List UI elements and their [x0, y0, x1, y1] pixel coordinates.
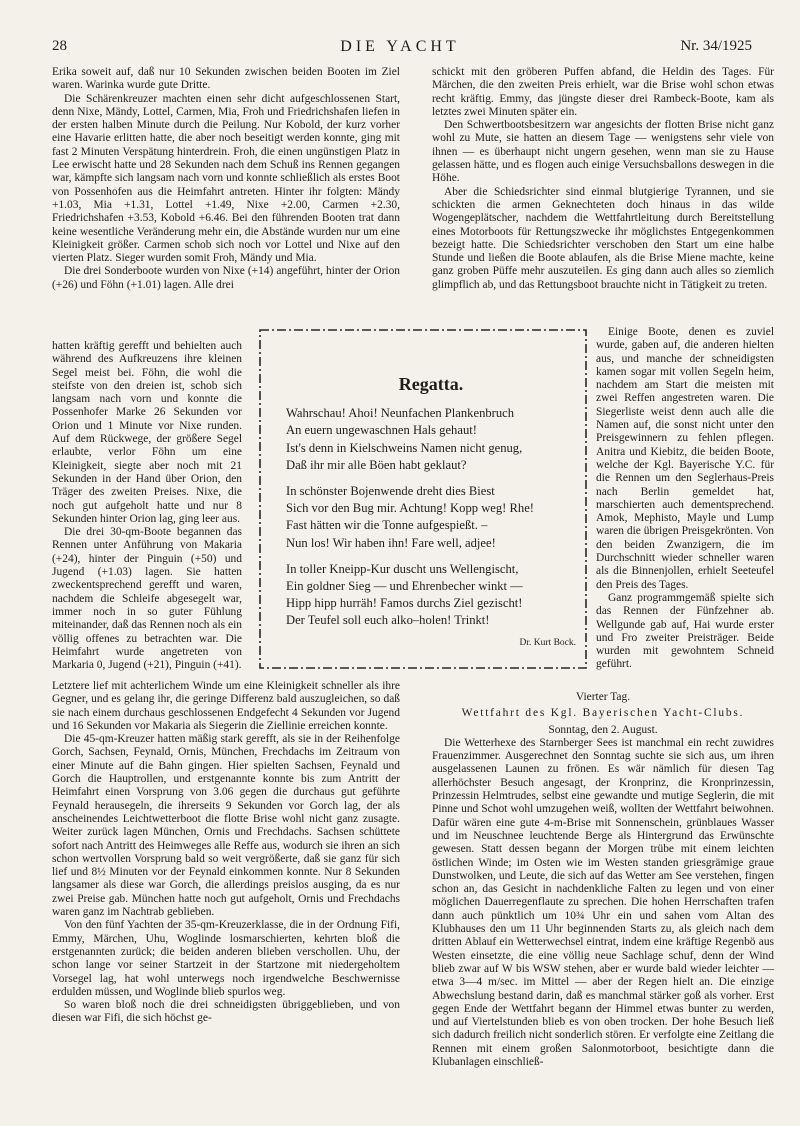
section-day-heading: Vierter Tag.: [575, 691, 631, 703]
column-left-bottom: [52, 680, 400, 1026]
poem-box: [256, 326, 590, 672]
poem-line: Hipp hipp hurräh! Famos durchs Ziel gezischt!: [286, 596, 523, 611]
paragraph: Einige Boote, denen es zuviel wurde, gaben auf, die anderen hielten aus, und manche der schneidigsten kamen sogar mit vollen Segeln heim, nachdem am Start die meisten mit zwei Reffen angestreten waren. Die Siegerliste weist denn auch alle die Namen auf, die sonst nicht unter den Preisgewinnern zu fehlen pflegen. Anitra und Kiebitz, die beiden Boote, welche der Kgl. Bayerische Y.C. für die Rennen um den Seglerhaus-Preis nach Berlin gemeldet hat, marschierten auch dementsprechend. Amok, Mephisto, Mayle und Lump waren die übrigen Preisgekrönten. Von den beiden Zwanzigern, die im Durchschnitt wieder schneller waren als die Binnenjollen, erhielt Seeteufel den Preis des Tages.: [596, 326, 774, 591]
page-number: 28: [52, 38, 67, 54]
poem: [286, 376, 576, 652]
paragraph: Von den fünf Yachten der 35-qm-Kreuzerklasse, die in der Ordnung Fifi, Emmy, Märchen, Uhu, Woglinde losmarschierten, kehrten bloß die erstgenannten zurück; die beiden anderen blieben verschollen. Uhu, der schon lange vor seiner Startzeit in der Startzone mit niedergeholtem Vorsegel lag, hat wohl unterwegs noch irgendwelche Beschwernisse erdulden müssen, und Woglinde blieb spurlos weg.: [52, 919, 400, 998]
column-left-narrow: [52, 340, 242, 672]
paragraph: schickt mit den gröberen Puffen abfand, die Heldin des Tages. Für Märchen, die den zweiten Preis erhielt, war die Brise wohl schon etwas recht kräftig. Emmy, das jüngste dieser drei Rambeck-Boote, kam als letztes zwei Minuten später ein.: [432, 66, 774, 118]
poem-line: Sich vor den Bug mir. Achtung! Kopp weg! Rhe!: [286, 501, 534, 516]
poem-line: Wahrschau! Ahoi! Neunfachen Plankenbruch: [286, 406, 515, 421]
column-right-bottom: [432, 688, 774, 1069]
paragraph: Aber die Schiedsrichter sind einmal blutgierige Tyrannen, und sie schickten die armen Geknechteten doch hinaus in das wilde Wogengeplätscher, nachdem die Wettfahrtleitung durch Bereitstellung eines Motorboots für Rettungszwecke ihr möglichstes Entgegenkommen bezeigt hatte. Die Schiedsrichter verschoben den Start um eine halbe Stunde und ließen die Boote ablaufen, als die Brise Miene machte, keine ganz groben Püffe mehr auszuteilen. Es ging dann auch alles so ziemlich glimpflich ab, und das Rettungsboot brauchte nicht in Tätigkeit zu treten.: [432, 185, 774, 291]
poem-line: Nun los! Wir haben ihn! Fare well, adjee!: [286, 535, 496, 550]
paragraph: Die Wetterhexe des Starnberger Sees ist manchmal ein recht zuwidres Frauenzimmer. Ausgerechnet den Sonntag suchte sie sich aus, um ihren ausgelassenen Launen zu frönen. Es wär nämlich für diesen Tag allerhöchster Besuch angesagt, der Kronprinz, die Kronprinzessin, Prinzessin Helmtrudes, selbst eine gewandte und mutige Seglerin, die mit Pinne und Schot wohl umzugehen weiß, wollten der Wettfahrt beiwohnen. Dafür wären eine gute 4-m-Brise mit Sonnenschein, grünblaues Wasser und im Neuschnee leuchtende Berge als Hintergrund das Erwünschte gewesen. Statt dessen begann der Morgen trübe mit einem leichten östlichen Winde; im Osten wie im Westen standen griesgrämige graue Dunstwolken, und Leute, die sich auf das Wetter am See verstehen, fingen schon an, das Gesicht in nachdenkliche Falten zu legen und von einer möglichen Dauerregenflaute zu sprechen. Die hohen Herrschaften trafen dann auch pünktlich um 10¾ Uhr ein und sahen vom Altan des Klubhauses den um 11 Uhr beginnenden Starts zu, als gleich nach dem dritten Ablauf ein Wetterwechsel eintrat, indem eine kräftige Regenbö aus Westen einsetzte, die eine völlig neue Sachlage schuf, denn der Wind blieb zwar auf W bis WSW stehen, aber er wurde bald wieder leichter — etwa 3—4 m/sec. im Mittel — aber der Regen hielt an. Die einzige Abwechslung bestand darin, daß es manchmal stärker goß als vorher. Erst gegen Ende der Wettfahrt begann der Himmel etwas bunter zu werden, und auf Viertelstunden blieb es von oben trocken. Der hohe Besuch ließ sich dadurch freilich nicht sonderlich stören. Er verfolgte eine Zeitlang die Rennen mit einem großen Salonmotorboot, besichtigte dann die Klubanlagen einschließ-: [432, 736, 774, 1069]
poem-line: Ein goldner Sieg — und Ehrenbecher winkt —: [286, 579, 523, 594]
paragraph: Die 45-qm-Kreuzer hatten mäßig stark gerefft, als sie in der Reihenfolge Gorch, Sachsen, Feynald, Ornis, München, Frechdachs im Zeitraum von einer Minute auf die Bahn gingen. Hier spielten Sachsen, Feynald und Gorch die Hauptrollen, und erstgenannte konnte bis zum Antritt der Heimfahrt einen Vorsprung von 3.06 gegen die durchaus gut geführte Feynald herausegeln, die ihrerseits 9 Sekunden vor Gorch lag, der als anscheinendes Leichtwetterboot die flotte Brise wohl nicht ganz zusagte. Weiter zurück lagen München, Ornis und Frechdachs. Sachsen schüttete sofort nach Antritt des Heimweges alle Reffe aus, wodurch sie ihren an sich schon wertvollen Vorsprung bald so weit vergrößerte, daß sie ganz für sich lief und 8½ Minuten vor der Feynald einkommen konnte. Nur 8 Sekunden langsamer als diese war Gorch, die allerdings preislos ausging, da es nur zwei Preise gab. München hatte noch gut aufgeholt, Ornis und Frechdachs waren ganz im Nachtrab geblieben.: [52, 733, 400, 919]
poem-line: An euern ungewaschnen Hals gehaut!: [286, 423, 477, 438]
paragraph: Die Schärenkreuzer machten einen sehr dicht aufgeschlossenen Start, denn Nixe, Mändy, Lottel, Carmen, Mia, Froh und Friedrichshafen liefen in der ersten halben Minute durch die Peilung. Nur Kobold, der kurz vorher eine Havarie erlitten hatte, die aber noch beseitigt werden konnte, ging mit fast 2 Minuten Verspätung hinterdrein. Froh, die einen ungünstigen Platz in Lee erwischt hatte und 28 Sekunden nach dem Schuß ins Rennen gegangen war, kämpfte sich langsam nach vorn und konnte schließlich als erstes Boot von Possenhofen aus die Heimfahrt antreten. Hinter ihr folgten: Mändy +1.03, Mia +1.31, Lottel +1.49, Nixe +2.00, Carmen +2.30, Friedrichshafen +3.53, Kobold +6.46. Bei den führenden Booten trat dann keine wesentliche Veränderung mehr ein, die Abstände wurden nur um eine Kleinigkeit größer. Carmen schob sich noch vor Lottel und Nixe auf den vierten Platz. Sieger wurden somit Froh, Mändy und Mia.: [52, 92, 400, 265]
column-right-top: [432, 66, 774, 292]
poem-stanza: [286, 483, 576, 552]
poem-line: Ist's denn in Kielschweins Namen nicht genug,: [286, 440, 523, 455]
poem-line: Der Teufel soll euch alko–holen! Trinkt!: [286, 613, 490, 628]
poem-title: Regatta.: [398, 374, 464, 394]
section-date-heading: Sonntag, den 2. August.: [548, 723, 658, 736]
column-left-top: [52, 66, 400, 292]
paragraph: hatten kräftig gerefft und behielten auch während des Aufkreuzens ihre kleinen Segel meist bei. Föhn, die wohl die steifste von den dreien ist, schob sich langsam nach vorn und konnte die Possenhofer Marke 26 Sekunden vor Orion und 1 Minute vor Nixe runden. Auf dem Rückwege, der größere Segel erlaubte, verlor Föhn um eine Kleinigkeit, siegte aber noch mit 21 Sekunden in der Hand über Orion, den Träger des zweiten Preises. Nixe, die noch gut aufgeholt hatte und nur 8 Sekunden hinter Orion lag, ging leer aus.: [52, 340, 242, 525]
paragraph: Erika soweit auf, daß nur 10 Sekunden zwischen beiden Booten im Ziel waren. Warinka wurde gute Dritte.: [52, 66, 400, 92]
poem-line: Fast hätten wir die Tonne aufgespießt. –: [286, 518, 488, 533]
poem-stanza: [286, 561, 576, 630]
paragraph: Die drei 30-qm-Boote begannen das Rennen unter Anführung von Makaria (+24), hinter der Pinguin (+50) und Jugend (+1.03) lagen. Sie hatten zweckentsprechend gerefft und waren, nachdem die Schleife abgesegelt war, immer noch in so guter Fühlung miteinander, daß das Rennen noch als ein völlig offenes zu betrachten war. Die Heimfahrt wurde angetreten von Markaria 0, Jugend (+21), Pinguin (+41).: [52, 526, 242, 672]
paragraph: Letztere lief mit achterlichem Winde um eine Kleinigkeit schneller als ihre Gegner, und es gelang ihr, die geringe Differenz bald auszugleichen, so daß sie nach einem durchaus geschlossenen Endgefecht 4 Sekunden vor Jugend und 16 Sekunden vor Makaria als Siegerin die Ziellinie erreichen konnte.: [52, 680, 400, 732]
poem-author: Dr. Kurt Bock.: [519, 637, 576, 648]
paragraph: Den Schwertbootsbesitzern war angesichts der flotten Brise nicht ganz wohl zu Mute, sie hatten an diesem Tage — wenigstens sehr viele von ihnen — es überhaupt nicht ungern gesehen, wenn man sie zu Hause gelassen hätte, und es flogen auch einige Versuchsballons deswegen in die Höhe.: [432, 119, 774, 185]
poem-line: In toller Kneipp-Kur duscht uns Wellengischt,: [286, 561, 519, 576]
issue-number: Nr. 34/1925: [680, 38, 752, 54]
section-race-heading: Wettfahrt des Kgl. Bayerischen Yacht-Clubs.: [461, 707, 745, 720]
paragraph: Die drei Sonderboote wurden von Nixe (+14) angeführt, hinter der Orion (+26) und Föhn (+1.01) lagen. Alle drei: [52, 265, 400, 291]
poem-stanza: [286, 405, 576, 474]
paragraph: Ganz programmgemäß spielte sich das Rennen der Fünfzehner ab. Wellgunde gab auf, Hai wurde erster und Fro zweiter Preisträger. Beide wurden mit gewohntem Schneid geführt.: [596, 591, 774, 671]
poem-line: Daß ihr mir alle Böen habt geklaut?: [286, 457, 467, 472]
poem-line: In schönster Bojenwende dreht dies Biest: [286, 484, 495, 499]
column-right-narrow: [596, 326, 774, 672]
paragraph: So waren bloß noch die drei schneidigsten übriggeblieben, und von diesen war Fifi, die sich höchst ge-: [52, 999, 400, 1025]
magazine-title: DIE YACHT: [340, 38, 460, 55]
